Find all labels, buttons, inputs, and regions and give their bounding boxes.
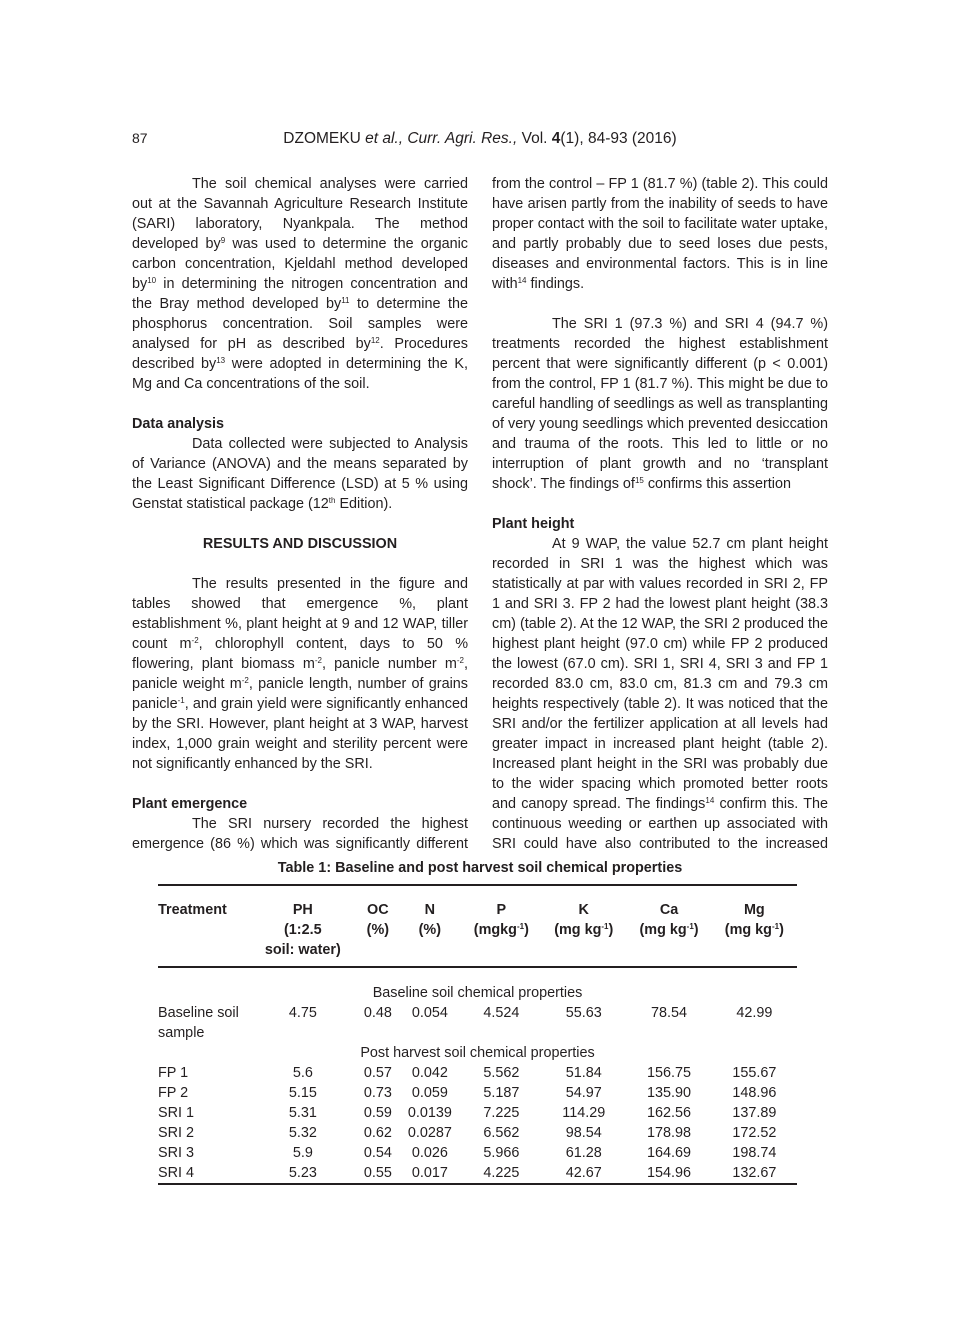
value-cell: 61.28 [565, 1145, 602, 1161]
paragraph [132, 174, 468, 394]
citation-superscript: -1 [771, 922, 780, 931]
section-heading [132, 794, 468, 814]
text-segment: K [578, 902, 589, 918]
table-row [158, 1103, 797, 1123]
text-segment: was used to determine the organic carbon concentration, Kjeldahl method developed by [132, 236, 468, 292]
text-segment: The results presented in the figure and tables showed that emergence %, plant establishment %, plant height at 9 and 12 WAP, tiller count m [132, 576, 468, 652]
value-cell: 42.99 [736, 1005, 773, 1021]
value-cell: 98.54 [565, 1125, 602, 1141]
text-segment: ) [524, 922, 529, 938]
column-header [541, 885, 626, 967]
value-cell: 132.67 [732, 1165, 777, 1181]
citation-superscript: 9 [220, 236, 226, 245]
table-row [158, 1163, 797, 1184]
text-segment: . Procedures described by [132, 336, 468, 372]
treatment-cell: FP 2 [158, 1085, 189, 1101]
citation-superscript: -1 [686, 922, 694, 931]
value-cell: 4.75 [288, 1005, 317, 1021]
treatment-cell: SRI 3 [158, 1145, 194, 1161]
text-segment: Data analysis [132, 416, 224, 432]
treatment-cell: SRI 2 [158, 1125, 194, 1141]
soil-properties-table [158, 884, 797, 1185]
value-cell: 0.026 [411, 1145, 448, 1161]
citation-superscript: 13 [216, 356, 226, 365]
value-cell: 6.562 [483, 1125, 520, 1141]
header-author: DZOMEKU [283, 130, 361, 147]
citation-superscript: 14 [517, 276, 527, 285]
value-cell: 4.524 [483, 1005, 520, 1021]
text-segment: The soil chemical analyses were carried out at the Savannah Agriculture Research Institute (SARI) laboratory, Nyankpala. The method developed by [132, 176, 468, 252]
text-segment: , panicle number m [321, 656, 457, 672]
text-segment: findings. [526, 276, 585, 292]
text-segment: The SRI nursery recorded the highest emergence (86 %) which was significantly different [132, 816, 468, 852]
value-cell: 0.55 [363, 1165, 392, 1181]
column-header [462, 885, 542, 967]
value-cell: 0.0139 [407, 1105, 452, 1121]
value-cell: 164.69 [647, 1145, 692, 1161]
value-cell: 5.187 [483, 1085, 520, 1101]
column-header [712, 885, 797, 967]
value-cell: 7.225 [483, 1105, 520, 1121]
table-row [158, 1143, 797, 1163]
value-cell: 4.225 [483, 1165, 520, 1181]
text-segment: ) [693, 922, 699, 938]
citation-superscript: 12 [370, 336, 380, 345]
text-segment: At 9 WAP, the value 52.7 cm plant height recorded in SRI 1 was the highest which was statistically at par with values recorded in SRI 2, FP 1 and SRI 3. FP 2 had the lowest plant height (38.3 cm) (table 2). At the 12 WAP, the SRI 2 produced the highest plant height (97.0 cm) while FP 2 produced the lowest (67.0 cm). SRI 1, SRI 4, SRI 3 and FP 1 recorded 83.0 cm, 83.0 cm, 81.3 cm and 79.3 cm heights respectively (table 2). It was noticed that the SRI and/or the fertilizer application at all levels had greater impact in increased plant height (table 2). Increased plant height in the SRI was probably due to the wider spacing which promoted better roots and canopy spread. The findings [492, 536, 828, 812]
value-cell: 0.054 [411, 1005, 448, 1021]
table-section-row [158, 1043, 797, 1063]
running-header [0, 130, 960, 148]
text-segment: PH [292, 902, 313, 918]
text-segment: (mg kg [724, 922, 772, 938]
text-segment: confirm this. The continuous weeding or earthen up associated with SRI could have also contributed to the increased [492, 796, 828, 852]
text-segment: confirms this assertion [643, 476, 791, 492]
text-segment: , panicle weight m [132, 656, 468, 692]
value-cell: 51.84 [565, 1065, 602, 1081]
value-cell: 5.562 [483, 1065, 520, 1081]
section-label: Post harvest soil chemical properties [360, 1045, 595, 1061]
right-column [492, 174, 828, 854]
value-cell: 5.9 [292, 1145, 313, 1161]
value-cell: 5.31 [288, 1105, 317, 1121]
treatment-cell: FP 1 [158, 1065, 189, 1081]
column-header [626, 885, 711, 967]
column-header [398, 885, 462, 967]
text-segment: Data collected were subjected to Analysis of Variance (ANOVA) and the means separated by the Least Significant Difference (LSD) at 5 % using Genstat statistical package (12 [132, 436, 468, 512]
table-header-row [158, 885, 797, 967]
table-row [158, 1123, 797, 1143]
header-journal: Curr. Agri. Res., [407, 130, 518, 147]
value-cell: 0.059 [411, 1085, 448, 1101]
text-segment: Treatment [158, 902, 227, 918]
text-segment: to determine the phosphorus concentration. Soil samples were analysed for pH as described by [132, 296, 469, 352]
value-cell: 156.75 [647, 1065, 692, 1081]
section-heading [132, 534, 468, 554]
text-segment: , chlorophyll content, days to 50 % flowering, plant biomass m [132, 636, 468, 672]
text-segment: (mg kg [554, 922, 602, 938]
treatment-cell: Baseline soil sample [158, 1005, 239, 1041]
citation-superscript: 14 [705, 796, 715, 805]
text-segment: (mgkg [473, 922, 517, 938]
value-cell: 148.96 [732, 1085, 777, 1101]
value-cell: 5.32 [288, 1125, 317, 1141]
section-heading [492, 514, 828, 534]
table-section-row [158, 967, 797, 1003]
text-segment: ) [608, 922, 614, 938]
value-cell: 155.67 [732, 1065, 777, 1081]
text-segment: , panicle length, number of grains panicle [132, 676, 468, 712]
paragraph [492, 534, 828, 854]
column-header [358, 885, 398, 967]
text-segment: Ca [659, 902, 679, 918]
citation-superscript: -2 [314, 656, 322, 665]
section-heading [132, 414, 468, 434]
value-cell: 137.89 [732, 1105, 777, 1121]
column-header [248, 885, 358, 967]
table-title: Table 1: Baseline and post harvest soil chemical properties [277, 860, 683, 876]
value-cell: 0.54 [363, 1145, 392, 1161]
paragraph [492, 314, 828, 494]
paragraph [492, 174, 828, 294]
text-segment: (mg kg [639, 922, 687, 938]
header-etal: et al., [365, 130, 404, 147]
text-segment: Plant height [492, 516, 575, 532]
table-row [158, 1063, 797, 1083]
text-segment: Mg [743, 902, 765, 918]
text-segment: (%) [418, 922, 442, 938]
text-segment: soil: water) [264, 942, 341, 958]
text-segment: Edition). [335, 496, 393, 512]
value-cell: 162.56 [647, 1105, 692, 1121]
value-cell: 55.63 [565, 1005, 602, 1021]
column-header [158, 885, 248, 967]
value-cell: 78.54 [651, 1005, 688, 1021]
value-cell: 5.966 [483, 1145, 520, 1161]
text-segment: ) [779, 922, 784, 938]
text-segment: Plant emergence [132, 796, 248, 812]
header-vol-prefix: Vol. [521, 130, 548, 147]
table-row [158, 1083, 797, 1103]
citation-superscript: -2 [191, 636, 199, 645]
value-cell: 54.97 [565, 1085, 602, 1101]
table-row [158, 1003, 797, 1043]
citation-superscript: 15 [634, 476, 644, 485]
citation-superscript: 11 [341, 296, 350, 305]
text-segment: in determining the nitrogen concentration and the Bray method developed by [132, 276, 468, 312]
citation-superscript: -1 [516, 922, 525, 931]
value-cell: 0.73 [363, 1085, 392, 1101]
value-cell: 0.57 [363, 1065, 392, 1081]
value-cell: 5.23 [288, 1165, 317, 1181]
left-column [132, 174, 468, 854]
section-label: Baseline soil chemical properties [372, 985, 583, 1001]
page-number: 87 [132, 130, 148, 146]
citation-superscript: -1 [601, 922, 609, 931]
text-segment: The SRI 1 (97.3 %) and SRI 4 (94.7 %) treatments recorded the highest establishment percent that were significantly different (p < 0.001) from the control, FP 1 (81.7 %). This might be due to careful handling of seedlings as well as transplanting of very young seedlings which prevented desiccation and trauma of the roots. This led to little or no interruption of plant growth and no ‘transplant shock’. The findings of [492, 316, 828, 492]
value-cell: 114.29 [562, 1105, 606, 1121]
citation-superscript: -2 [241, 676, 249, 685]
text-segment: N [424, 902, 436, 918]
value-cell: 5.6 [292, 1065, 313, 1081]
value-cell: 42.67 [565, 1165, 602, 1181]
text-segment: (%) [366, 922, 390, 938]
value-cell: 0.0287 [407, 1125, 452, 1141]
text-segment: , and grain yield were significantly enhanced by the SRI. However, plant height at 3 WAP, harvest index, 1,000 grain weight and sterility percent were not significantly enhanced by the SRI. [132, 696, 468, 772]
value-cell: 198.74 [732, 1145, 777, 1161]
value-cell: 154.96 [647, 1165, 692, 1181]
citation-superscript: -2 [456, 656, 464, 665]
text-segment: OC [367, 902, 389, 918]
value-cell: 0.48 [363, 1005, 392, 1021]
text-segment: (1:2.5 [284, 922, 322, 938]
citation-superscript: th [328, 496, 336, 505]
citation-superscript: 10 [147, 276, 157, 285]
treatment-cell: SRI 4 [158, 1165, 194, 1181]
value-cell: 5.15 [288, 1085, 317, 1101]
value-cell: 172.52 [732, 1125, 777, 1141]
citation-superscript: -1 [177, 696, 185, 705]
treatment-cell: SRI 1 [158, 1105, 194, 1121]
header-volume: 4 [551, 130, 561, 147]
header-issue-pages: (1), 84-93 (2016) [560, 130, 677, 147]
value-cell: 0.62 [363, 1125, 392, 1141]
value-cell: 135.90 [647, 1085, 692, 1101]
text-segment: from the control – FP 1 (81.7 %) (table 2). This could have arisen partly from the inability of seeds to have proper contact with the soil to facilitate water uptake, and partly probably due to seed loses due pests, diseases and environmental factors. This is in line with [492, 176, 828, 292]
paragraph [132, 814, 468, 854]
paragraph [132, 574, 468, 774]
paragraph [132, 434, 468, 514]
text-segment: RESULTS AND DISCUSSION [202, 536, 398, 552]
text-segment: were adopted in determining the K, Mg and Ca concentrations of the soil. [132, 356, 468, 392]
value-cell: 0.042 [411, 1065, 448, 1081]
value-cell: 178.98 [647, 1125, 692, 1141]
value-cell: 0.017 [411, 1165, 448, 1181]
text-segment: P [496, 902, 507, 918]
value-cell: 0.59 [363, 1105, 392, 1121]
